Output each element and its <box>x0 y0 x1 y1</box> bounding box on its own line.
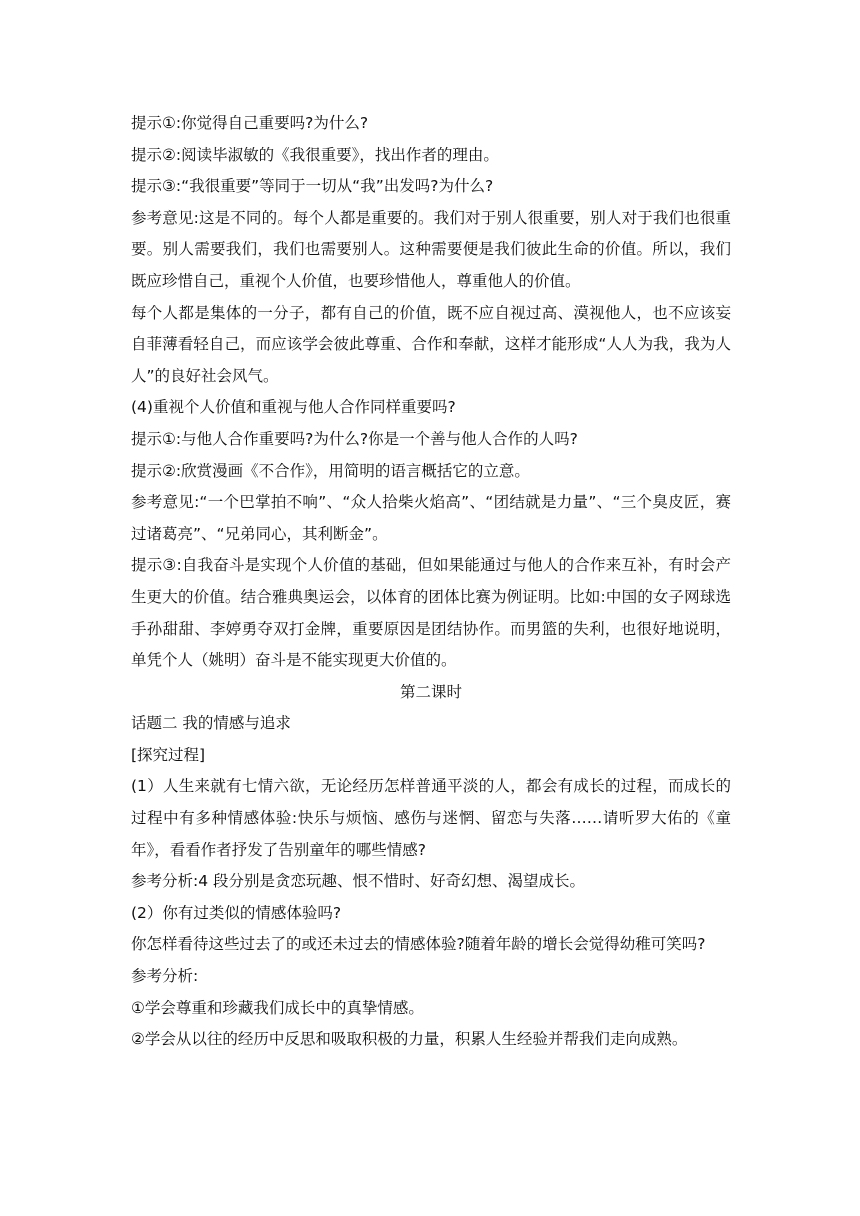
section-heading-lesson-2: 第二课时 <box>399 682 462 701</box>
follow-up-question: 你怎样看待这些过去了的或还未过去的情感体验?随着年龄的增长会觉得幼稚可笑吗? <box>131 935 706 954</box>
reference-analysis-1: 参考分析:4 段分别是贪恋玩趣、恨不惜时、好奇幻想、渴望成长。 <box>131 872 586 891</box>
hint-1-cooperation: 提示①:与他人合作重要吗?为什么?你是一个善与他人合作的人吗? <box>131 429 578 448</box>
question-2-experience: (2）你有过类似的情感体验吗? <box>131 903 342 922</box>
inquiry-process-label: [探究过程] <box>131 745 206 764</box>
hint-2-reading: 提示②:阅读毕淑敏的《我很重要》，找出作者的理由。 <box>131 145 499 164</box>
hint-1-importance: 提示①:你觉得自己重要吗?为什么? <box>131 114 369 132</box>
hint-2-cartoon: 提示②:欣赏漫画《不合作》，用简明的语言概括它的立意。 <box>131 461 530 480</box>
hint-3-olympics: 提示③:自我奋斗是实现个人价值的基础，但如果能通过与他人的合作来互补，有时会产生更大的价值。结合雅典奥运会，以体育的团体比赛为例证明。比如:中国的女子网球选手孙甜甜、李婷勇夺双打金牌，重要原因是团结协作。而男篮的失利，也很好地说明，单凭个人（姚明）奋斗是不能实现更大价值的。 <box>131 556 731 670</box>
paragraph-collective: 每个人都是集体的一分子，都有自己的价值，既不应自视过高、漠视他人，也不应该妄自菲薄看轻自己，而应该学会彼此尊重、合作和奉献，这样才能形成“人人为我，我为人人”的良好社会风气。 <box>131 303 731 385</box>
analysis-point-1: ①学会尊重和珍藏我们成长中的真挚情感。 <box>131 998 424 1017</box>
reference-opinion-2: 参考意见:“一个巴掌拍不响”、“众人拾柴火焰高”、“团结就是力量”、“三个臭皮匠，赛过诸葛亮”、“兄弟同心，其利断金”。 <box>131 493 731 543</box>
reference-opinion-1: 参考意见:这是不同的。每个人都是重要的。我们对于别人很重要，别人对于我们也很重要。别人需要我们，我们也需要别人。这种需要便是我们彼此生命的价值。所以，我们既应珍惜自己，重视个人价值，也要珍惜他人，尊重他人的价值。 <box>131 208 731 290</box>
topic-2-title: 话题二 我的情感与追求 <box>131 714 291 733</box>
document-body <box>131 108 731 1056</box>
analysis-point-2: ②学会从以往的经历中反思和吸取积极的力量，积累人生经验并帮我们走向成熟。 <box>131 1030 688 1049</box>
hint-3-question: 提示③:“我很重要”等同于一切从“我”出发吗?为什么? <box>131 177 494 196</box>
question-4: (4)重视个人价值和重视与他人合作同样重要吗? <box>131 398 456 417</box>
reference-analysis-label: 参考分析: <box>131 967 199 986</box>
question-1-emotions: (1）人生来就有七情六欲，无论经历怎样普通平淡的人，都会有成长的过程，而成长的过程中有多种情感体验:快乐与烦恼、感伤与迷惘、留恋与失落……请听罗大佑的《童年》，看看作者抒发了告别童年的哪些情感? <box>131 777 731 859</box>
